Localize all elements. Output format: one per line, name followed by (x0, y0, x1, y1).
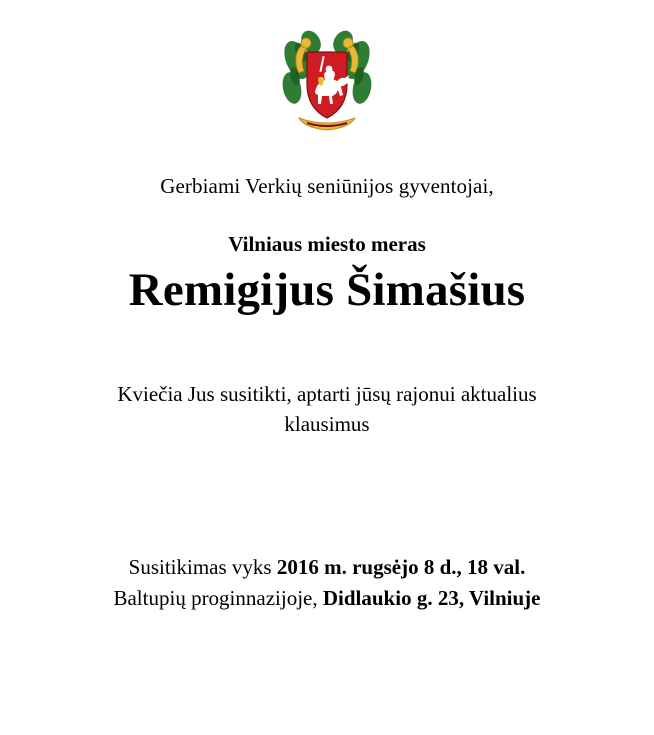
meeting-date-prefix: Susitikimas vyks (128, 554, 277, 579)
meeting-place-prefix: Baltupių proginnazijoje, (113, 586, 323, 611)
invitation-line-2: klausimus (284, 412, 370, 437)
invitation-text (117, 379, 536, 440)
coat-of-arms-svg (277, 30, 377, 135)
meeting-place-line (113, 583, 540, 615)
mayor-name: Remigijus Šimašius (128, 264, 526, 317)
meeting-date-line (113, 552, 540, 584)
greeting-line: Gerbiami Verkių seniūnijos gyventojai, (160, 174, 494, 198)
meeting-address-value: Didlaukio g. 23, Vilniuje (322, 586, 541, 611)
meeting-details (113, 552, 540, 615)
invitation-line-1: Kviečia Jus susitikti, aptarti jūsų rajonui aktualius (117, 381, 537, 406)
mayor-role: Vilniaus miesto meras (228, 232, 426, 257)
lithuania-coat-of-arms-icon (277, 30, 377, 135)
meeting-date-value: 2016 m. rugsėjo 8 d., 18 val. (276, 554, 526, 579)
